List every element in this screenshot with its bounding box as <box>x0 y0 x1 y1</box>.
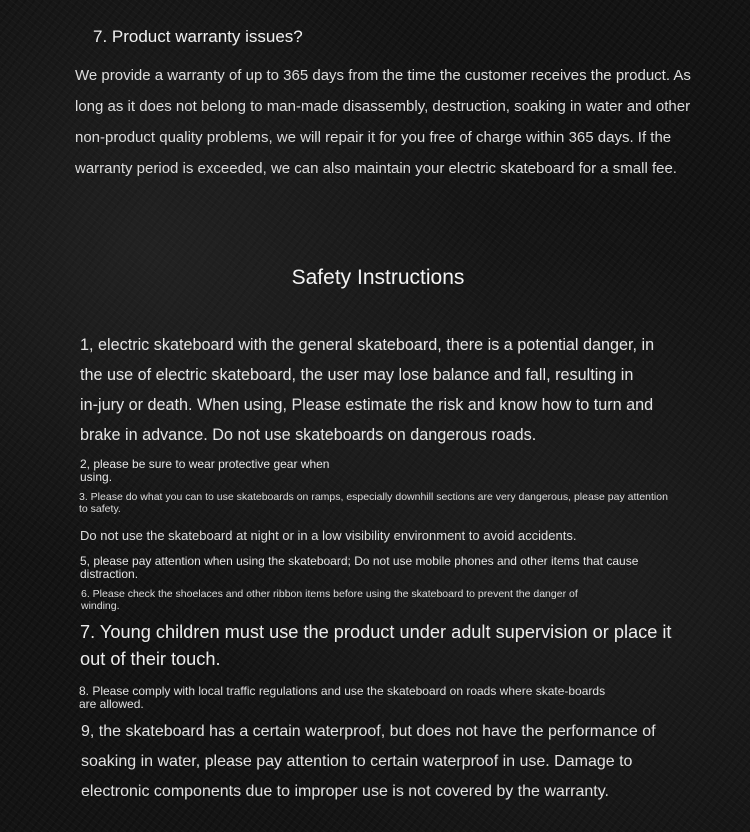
safety-item-1: 1, electric skateboard with the general skateboard, there is a potential danger, in the use of electric skateboard, the user may lose balance and fall, resulting in in-jury or death. When using, Please estimate the risk and know how to turn and brake in advance. Do not use skateboards on dangerous roads. <box>80 336 655 444</box>
warranty-paragraph: We provide a warranty of up to 365 days from the time the customer receives the product. As long as it does not belong to man-made disassembly, destruction, soaking in water and other non-product quality problems, we will repair it for you free of charge within 365 days. If the warranty period is exceeded, we can also maintain your electric skateboard for a small fee. <box>75 67 691 177</box>
safety-item-4: Do not use the skateboard at night or in a low visibility environment to avoid accidents. <box>80 528 577 543</box>
safety-item-8: 8. Please comply with local traffic regulations and use the skateboard on roads where skate-boards are allowed. <box>79 684 606 711</box>
safety-item-9: 9, the skateboard has a certain waterproof, but does not have the performance of soaking in water, please pay attention to certain waterproof in use. Damage to electronic components due to improper use is not covered by the warranty. <box>81 723 656 800</box>
safety-item-2: 2, please be sure to wear protective gear when using. <box>80 457 330 484</box>
safety-item-7: 7. Young children must use the product under adult supervision or place it out of their touch. <box>80 622 672 669</box>
safety-item-3: 3. Please do what you can to use skateboards on ramps, especially downhill sections are very dangerous, please pay attention to safety. <box>79 491 668 515</box>
safety-item-5: 5, please pay attention when using the skateboard; Do not use mobile phones and other items that cause distraction. <box>80 554 639 581</box>
safety-item-6: 6. Please check the shoelaces and other ribbon items before using the skateboard to prevent the danger of winding. <box>81 588 578 612</box>
warranty-heading: 7. Product warranty issues? <box>93 27 303 46</box>
safety-instructions-title: Safety Instructions <box>291 266 465 289</box>
